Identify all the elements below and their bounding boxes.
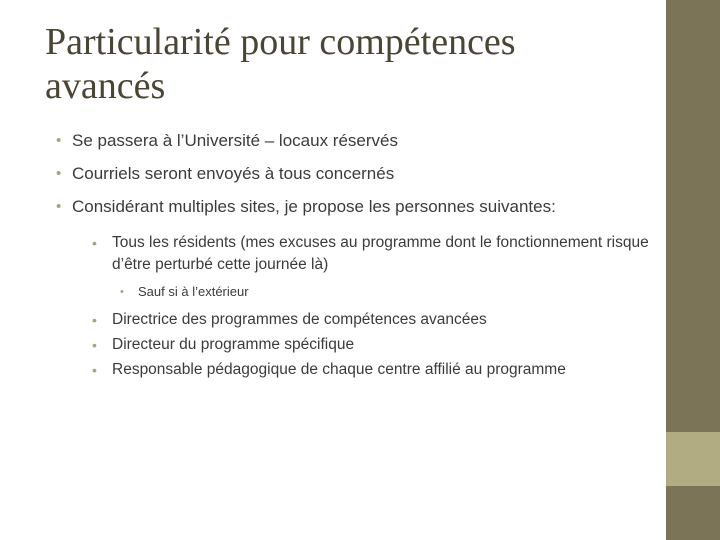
sub-sub-bullet-list xyxy=(112,283,656,301)
bullet-icon: • xyxy=(56,132,62,149)
sub-bullet-list xyxy=(72,232,656,381)
bullet-text: Courriels seront envoyés à tous concernés xyxy=(72,164,395,183)
bullet-icon: • xyxy=(56,165,62,182)
bullet-text: Se passera à l’Université – locaux réservés xyxy=(72,131,398,150)
bullet-icon: • xyxy=(92,337,97,353)
slide-title: Particularité pour compétences avancés xyxy=(45,21,516,107)
bullet-icon: • xyxy=(92,235,97,251)
bullet-icon: • xyxy=(92,362,97,378)
bullet-item xyxy=(56,130,656,152)
sub-bullet-text: Directeur du programme spécifique xyxy=(112,336,355,353)
sidebar-band-top xyxy=(666,0,720,432)
decorative-sidebar xyxy=(666,0,720,540)
sub-bullet-text: Responsable pédagogique de chaque centre affilié au programme xyxy=(112,361,566,378)
sub-bullet-text: Directrice des programmes de compétences avancées xyxy=(112,311,487,328)
sub-sub-bullet-item xyxy=(120,283,656,301)
bullet-icon: • xyxy=(92,312,97,328)
sub-bullet-text: Tous les résidents (mes excuses au programme dont le fonctionnement risque d’être perturbé cette journée là) xyxy=(112,234,649,273)
bullet-icon: • xyxy=(120,286,124,298)
sidebar-band-accent xyxy=(666,432,720,486)
bullet-item xyxy=(56,196,656,381)
sidebar-band-bottom xyxy=(666,486,720,540)
sub-bullet-item xyxy=(92,309,656,331)
bullet-item xyxy=(56,163,656,185)
sub-bullet-item xyxy=(92,334,656,356)
bullet-text: Considérant multiples sites, je propose les personnes suivantes: xyxy=(72,197,556,216)
slide-content xyxy=(56,130,656,392)
bullet-icon: • xyxy=(56,198,62,215)
sub-sub-bullet-text: Sauf si à l’extérieur xyxy=(138,284,249,299)
sub-bullet-item xyxy=(92,359,656,381)
sub-bullet-item xyxy=(92,232,656,301)
bullet-list xyxy=(56,130,656,381)
